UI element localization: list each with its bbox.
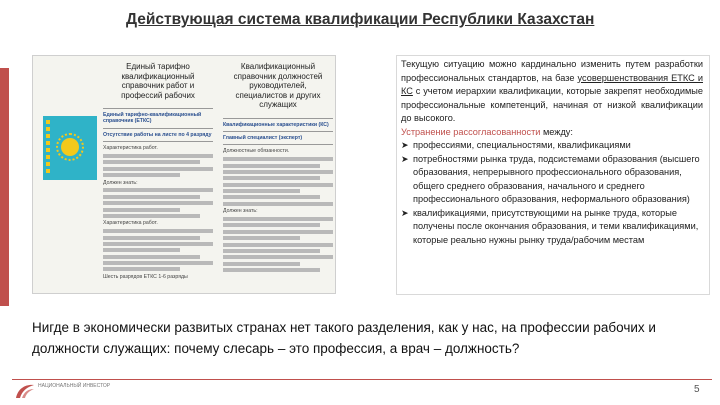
info-underlined-phrase: усовершенствования ЕТКС и КС [401, 72, 703, 96]
info-heading-red: Устранение рассогласованности [401, 126, 541, 137]
page-number: 5 [694, 384, 700, 395]
info-box [396, 55, 710, 295]
list-item: ➤ профессиями, специальностями, квалификациями [401, 139, 703, 153]
logo-caption: НАЦИОНАЛЬНЫЙ ИНВЕСТОР [38, 383, 111, 389]
etks-heading: Единый тарифно квалификационный справочник работ и профессий рабочих [121, 62, 195, 100]
flag-sun [61, 138, 79, 156]
kazakhstan-flag-icon [43, 116, 97, 180]
footer-divider [12, 379, 712, 380]
etks-label-2: Должен знать: [103, 179, 138, 186]
etks-section-b: Отсутствие работы на листе по 4 разряду [103, 131, 212, 138]
ks-label-2: Должен знать: [223, 208, 258, 215]
bottom-statement: Нигде в экономически развитых странах нет такого разделения, как у нас, на профессии рабочих и должности служащих: почему слесарь – это профессия, а врач – должность? [32, 320, 656, 356]
ks-section-a: Квалификационные характеристики (КС) [223, 121, 329, 128]
ks-heading: Квалификационный справочник должностей руководителей, специалистов и других служащих [233, 62, 323, 109]
ks-section-b: Главный специалист (эксперт) [223, 134, 303, 141]
company-logo-icon [14, 382, 36, 400]
etks-footer: Шесть разрядов ЕТКС 1-6 разряды [103, 273, 188, 280]
ks-document [223, 62, 333, 275]
etks-label-1: Характеристика работ. [103, 145, 158, 152]
arrow-bullet-icon: ➤ [401, 140, 409, 150]
info-heading: Устранение рассогласованности между: [401, 126, 573, 137]
slide-title: Действующая система квалификации Республики Казахстан [126, 11, 595, 28]
etks-label-3: Характеристика работ. [103, 220, 158, 227]
list-item: ➤ потребностями рынка труда, подсистемами образования (высшего образования, непрерывного профессионального образования, общего среднего образования, начального и среднего профессионального образования, неформального образования) [401, 153, 703, 207]
etks-document [103, 62, 213, 280]
arrow-bullet-icon: ➤ [401, 207, 409, 218]
flag-ornament [46, 120, 50, 176]
ks-label-1: Должностные обязанности. [223, 148, 290, 155]
info-paragraph: Текущую ситуацию можно кардинально изменить путем разработки профессиональных стандартов, на базе усовершенствования ЕТКС и КС с учетом иерархии квалификации, которые закрепят необходимые профессиональные компетенций, начиная от низкой квалификации до высокого. [401, 59, 703, 123]
list-item: ➤ квалификациями, присутствующими на рынке труда, которые получены после окончания образования, и теми квалификациями, которые реально нужны рынку труда/рабочим местам [401, 207, 703, 248]
etks-section-a: Единый тарифно-квалификационный справочник (ЕТКС) [103, 112, 202, 125]
document-scans [32, 55, 336, 294]
accent-bar [0, 68, 9, 306]
arrow-bullet-icon: ➤ [401, 153, 409, 164]
